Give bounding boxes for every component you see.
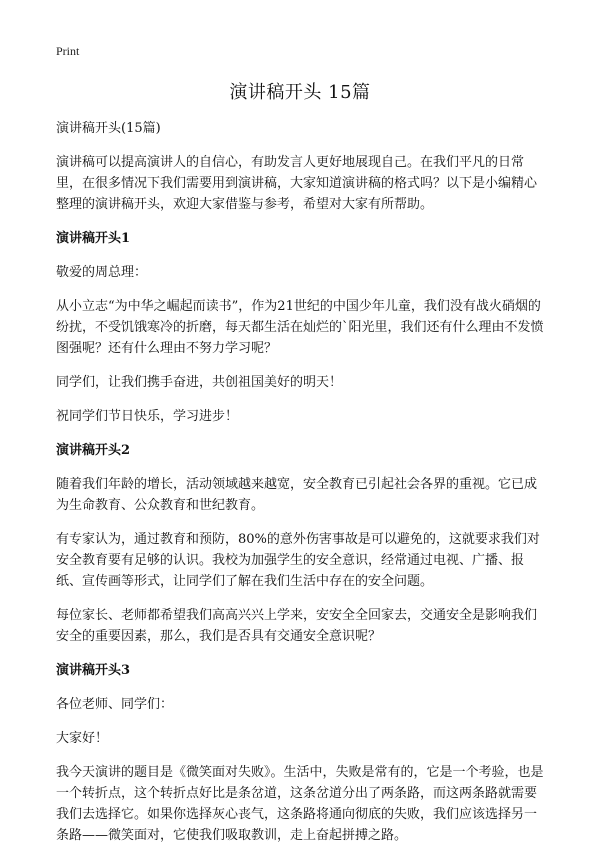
section-2-paragraph: 随着我们年龄的增长，活动领域越来越宽，安全教育已引起社会各界的重视。它已成为生命教育、公众教育和世纪教育。 (56, 477, 538, 513)
intro-paragraph: 演讲稿可以提高演讲人的自信心，有助发言人更好地展现自己。在我们平凡的日常里，在很多情况下我们需要用到演讲稿，大家知道演讲稿的格式吗？以下是小编精心整理的演讲稿开头，欢迎大家借鉴与参考，希望对大家有所帮助。 (56, 155, 538, 212)
section-heading-2: 演讲稿开头2 (56, 443, 131, 458)
section-1-paragraph: 从小立志“为中华之崛起而读书”，作为21世纪的中国少年儿童，我们没有战火硝烟的纷扰，不受饥饿寒冷的折磨，每天都生活在灿烂的`阳光里，我们还有什么理由不发愤图强呢？还有什么理由不努力学习呢？ (56, 299, 544, 356)
section-1-paragraph: 祝同学们节日快乐，学习进步！ (56, 409, 239, 424)
section-1-paragraph: 同学们，让我们携手奋进，共创祖国美好的明天！ (56, 375, 343, 390)
section-2-paragraph: 有专家认为，通过教育和预防，80%的意外伤害事故是可以避免的，这就要求我们对安全教育要有足够的认识。我校为加强学生的安全意识，经常通过电视、广播、报纸、宣传画等形式，让同学们了解在我们生活中存在的安全问题。 (56, 532, 540, 589)
article-body (56, 118, 548, 859)
page-title: 演讲稿开头 15篇 (229, 82, 371, 103)
print-link[interactable]: Print (56, 44, 80, 58)
section-3-paragraph: 大家好！ (56, 731, 109, 746)
section-3-paragraph: 各位老师、同学们： (56, 697, 174, 712)
section-2-paragraph: 每位家长、老师都希望我们高高兴兴上学来，安安全全回家去，交通安全是影响我们安全的重要因素，那么，我们是否具有交通安全意识呢？ (56, 608, 538, 644)
section-heading-3: 演讲稿开头3 (56, 663, 131, 678)
section-3-paragraph: 我今天演讲的题目是《微笑面对失败》。生活中，失败是常有的，它是一个考验，也是一个转折点，这个转折点好比是条岔道，这条岔道分出了两条路，而这两条路就需要我们去选择它。如果你选择灰心丧气，这条路将通向彻底的失败，我们应该选择另一条路——微笑面对，它使我们吸取教训，走上奋起拼搏之路。 (56, 765, 544, 843)
section-heading-1: 演讲稿开头1 (56, 231, 131, 246)
section-1-paragraph: 敬爱的周总理： (56, 265, 148, 280)
article-subtitle: 演讲稿开头(15篇) (56, 121, 161, 136)
